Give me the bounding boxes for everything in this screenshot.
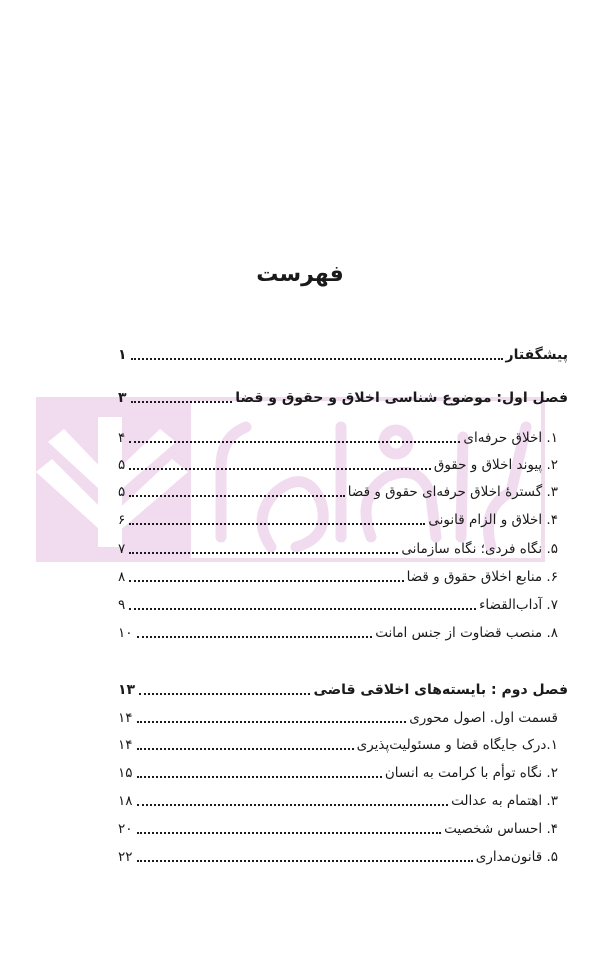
tree-logo-icon: [36, 397, 191, 558]
brand-lettering-icon: [191, 397, 541, 558]
toc-entry-chapter-2[interactable]: [118, 678, 568, 702]
leader-dots: [137, 748, 354, 750]
leader-dots: [137, 860, 473, 862]
toc-page-number: ۲۰: [118, 821, 133, 837]
toc-entry-label: فصل اول: موضوع شناسی اخلاق و حقوق و قضا: [235, 390, 568, 406]
toc-page-number: ۱۰: [118, 625, 133, 641]
toc-entry[interactable]: [118, 621, 558, 645]
toc-entry-label: ۱. اخلاق حرفه‌ای: [463, 430, 558, 446]
toc-entry-label: ۳. اهتمام به عدالت: [451, 793, 558, 809]
leader-dots: [131, 358, 503, 360]
toc-entry[interactable]: [118, 789, 558, 813]
watermark: [36, 397, 545, 558]
toc-entry[interactable]: [118, 480, 558, 504]
toc-page-number: ۵: [118, 484, 126, 500]
toc-entry[interactable]: [118, 453, 558, 477]
leader-dots: [129, 580, 403, 582]
toc-page-number: ۶: [118, 512, 126, 528]
leader-dots: [129, 608, 476, 610]
toc-entry-label: ۴. اخلاق و الزام قانونی: [428, 512, 558, 528]
toc-entry[interactable]: [118, 845, 558, 869]
toc-page-number: ۷: [118, 541, 126, 557]
toc-entry-label: ۸. منصب قضاوت از جنس امانت: [375, 625, 558, 641]
toc-entry-chapter-1[interactable]: [118, 386, 568, 410]
toc-page-number: ۲۲: [118, 849, 133, 865]
toc-entry[interactable]: [118, 706, 558, 730]
toc-page-number: ۱۵: [118, 765, 133, 781]
toc-entry[interactable]: [118, 537, 558, 561]
toc-entry-preface[interactable]: [118, 343, 568, 367]
leader-dots: [137, 804, 449, 806]
toc-entry[interactable]: [118, 733, 558, 757]
toc-entry[interactable]: [118, 508, 558, 532]
toc-page-number: ۹: [118, 597, 126, 613]
toc-entry-label: پیشگفتار: [505, 347, 568, 363]
toc-entry-label: ۲. نگاه توأم با کرامت به انسان: [384, 765, 558, 781]
toc-page-number: ۳: [118, 390, 127, 406]
toc-page-number: ۱۳: [118, 682, 136, 698]
leader-dots: [139, 693, 310, 695]
toc-page-number: ۱۴: [118, 737, 133, 753]
toc-page-number: ۱: [118, 347, 127, 363]
leader-dots: [129, 495, 345, 497]
toc-entry[interactable]: [118, 761, 558, 785]
toc-entry[interactable]: [118, 817, 558, 841]
toc-entry-label: ۴. احساس شخصیت: [444, 821, 558, 837]
toc-page-number: ۸: [118, 569, 126, 585]
page-title: فهرست: [256, 262, 344, 287]
watermark-logo-block: [36, 397, 191, 558]
toc-entry-label: قسمت اول. اصول محوری: [409, 710, 558, 726]
leader-dots: [129, 468, 431, 470]
leader-dots: [131, 401, 233, 403]
toc-entry-label: ۱.درک جایگاه قضا و مسئولیت‌پذیری: [356, 737, 558, 753]
watermark-lettering: [191, 397, 541, 558]
toc-page-number: ۴: [118, 430, 126, 446]
leader-dots: [129, 441, 460, 443]
leader-dots: [137, 776, 382, 778]
leader-dots: [129, 523, 425, 525]
toc-entry[interactable]: [118, 426, 558, 450]
toc-entry-label: ۵. نگاه فردی؛ نگاه سازمانی: [401, 541, 558, 557]
toc-entry-label: فصل دوم : بایسته‌های اخلاقی قاضی: [313, 682, 568, 698]
toc-entry-label: ۳. گسترهٔ اخلاق حرفه‌ای حقوق و قضا: [347, 484, 558, 500]
leader-dots: [137, 636, 373, 638]
leader-dots: [137, 832, 442, 834]
toc-page-number: ۵: [118, 457, 126, 473]
leader-dots: [137, 721, 407, 723]
toc-entry-label: ۵. قانون‌مداری: [475, 849, 558, 865]
toc-entry-label: ۲. پیوند اخلاق و حقوق: [433, 457, 558, 473]
leader-dots: [129, 552, 398, 554]
toc-page-number: ۱۴: [118, 710, 133, 726]
toc-page-number: ۱۸: [118, 793, 133, 809]
toc-entry-label: ۶. منابع اخلاق حقوق و قضا: [406, 569, 558, 585]
toc-entry[interactable]: [118, 593, 558, 617]
toc-entry-label: ۷. آداب‌القضاء: [479, 597, 558, 613]
toc-entry[interactable]: [118, 565, 558, 589]
